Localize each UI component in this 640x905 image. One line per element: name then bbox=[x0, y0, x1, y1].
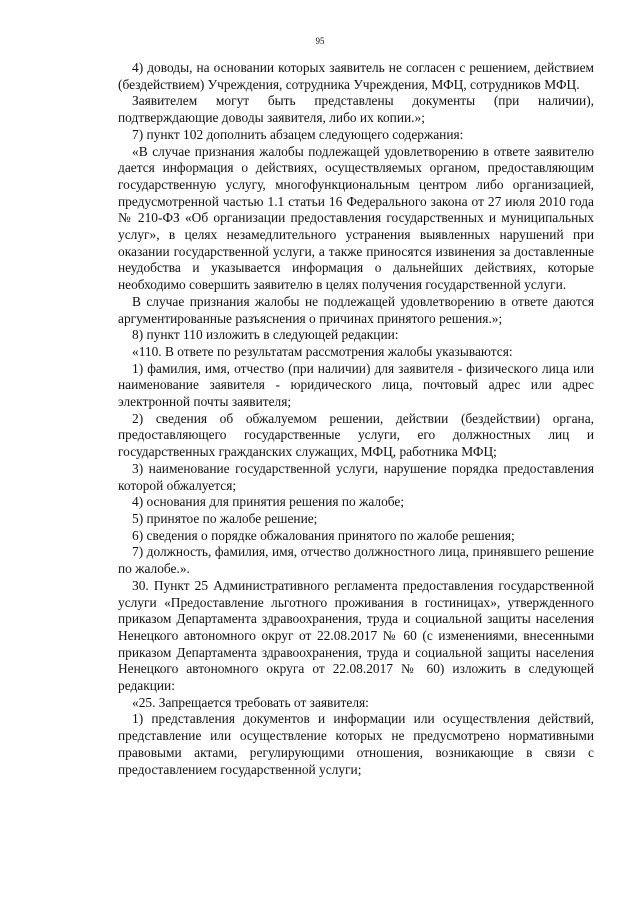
paragraph: 6) сведения о порядке обжалования принятого по жалобе решения; bbox=[132, 527, 515, 543]
paragraph: 4) основания для принятия решения по жалобе; bbox=[132, 494, 405, 510]
page-number: 95 bbox=[315, 36, 325, 46]
paragraph: 1) фамилия, имя, отчество (при наличии) для заявителя - физического лица или наименование заявителя - юридического лица, почтовый адрес или адрес электронной почты заявителя; bbox=[118, 360, 594, 410]
paragraph: 4) доводы, на основании которых заявитель не согласен с решением, действием (бездействием) Учреждения, сотрудника Учреждения, МФЦ, сотрудников МФЦ. bbox=[118, 60, 594, 92]
paragraph: 8) пункт 110 изложить в следующей редакции: bbox=[132, 327, 399, 343]
paragraph: 30. Пункт 25 Административного регламента предоставления государственной услуги «Предоставление льготного проживания в гостиницах», утвержденного приказом Департамента здравоохранения, труда и социальной защиты населения Ненецкого автономного округ от 22.08.2017 № 60 (с изменениями, внесенными приказом Департамента здравоохранения, труда и социальной защиты населения Ненецкого автономного округа от 22.08.2017 № 60) изложить в следующей редакции: bbox=[118, 577, 594, 694]
paragraph: 1) представления документов и информации или осуществления действий, представление или осуществление которых не предусмотрено нормативными правовыми актами, регулирующими отношения, возникающие в связи с предоставлением государственной услуги; bbox=[118, 711, 594, 777]
paragraph: «110. В ответе по результатам рассмотрения жалобы указываются: bbox=[132, 343, 513, 359]
paragraph: «В случае признания жалобы подлежащей удовлетворению в ответе заявителю дается информация о действиях, осуществляемых органом, предоставляющим государственную услугу, многофункциональным центром либо организацией, предусмотренной частью 1.1 статьи 16 Федерального закона от 27 июля 2010 года № 210-ФЗ «Об организации предоставления государственных и муниципальных услуг», в целях незамедлительного устранения выявленных нарушений при оказании государственной услуги, а также приносятся извинения за доставленные неудобства и указывается информация о дальнейших действиях, которые необходимо совершить заявителю в целях получения государственной услуги. bbox=[118, 143, 594, 293]
paragraph: 5) принятое по жалобе решение; bbox=[132, 510, 318, 526]
document-body bbox=[118, 60, 594, 778]
paragraph: Заявителем могут быть представлены документы (при наличии), подтверждающие доводы заявителя, либо их копии.»; bbox=[118, 93, 594, 126]
paragraph: В случае признания жалобы не подлежащей удовлетворению в ответе даются аргументированные разъяснения о причинах принятого решения.»; bbox=[118, 293, 594, 326]
paragraph: 2) сведения об обжалуемом решении, действии (бездействии) органа, предоставляющего государственные услуги, его должностных лиц и государственных гражданских служащих, МФЦ, работника МФЦ; bbox=[118, 410, 594, 460]
paragraph: «25. Запрещается требовать от заявителя: bbox=[132, 694, 369, 710]
paragraph: 3) наименование государственной услуги, нарушение порядка предоставления которой обжалуется; bbox=[118, 460, 594, 493]
paragraph: 7) пункт 102 дополнить абзацем следующего содержания: bbox=[132, 126, 464, 142]
paragraph: 7) должность, фамилия, имя, отчество должностного лица, принявшего решение по жалобе.». bbox=[118, 544, 594, 577]
